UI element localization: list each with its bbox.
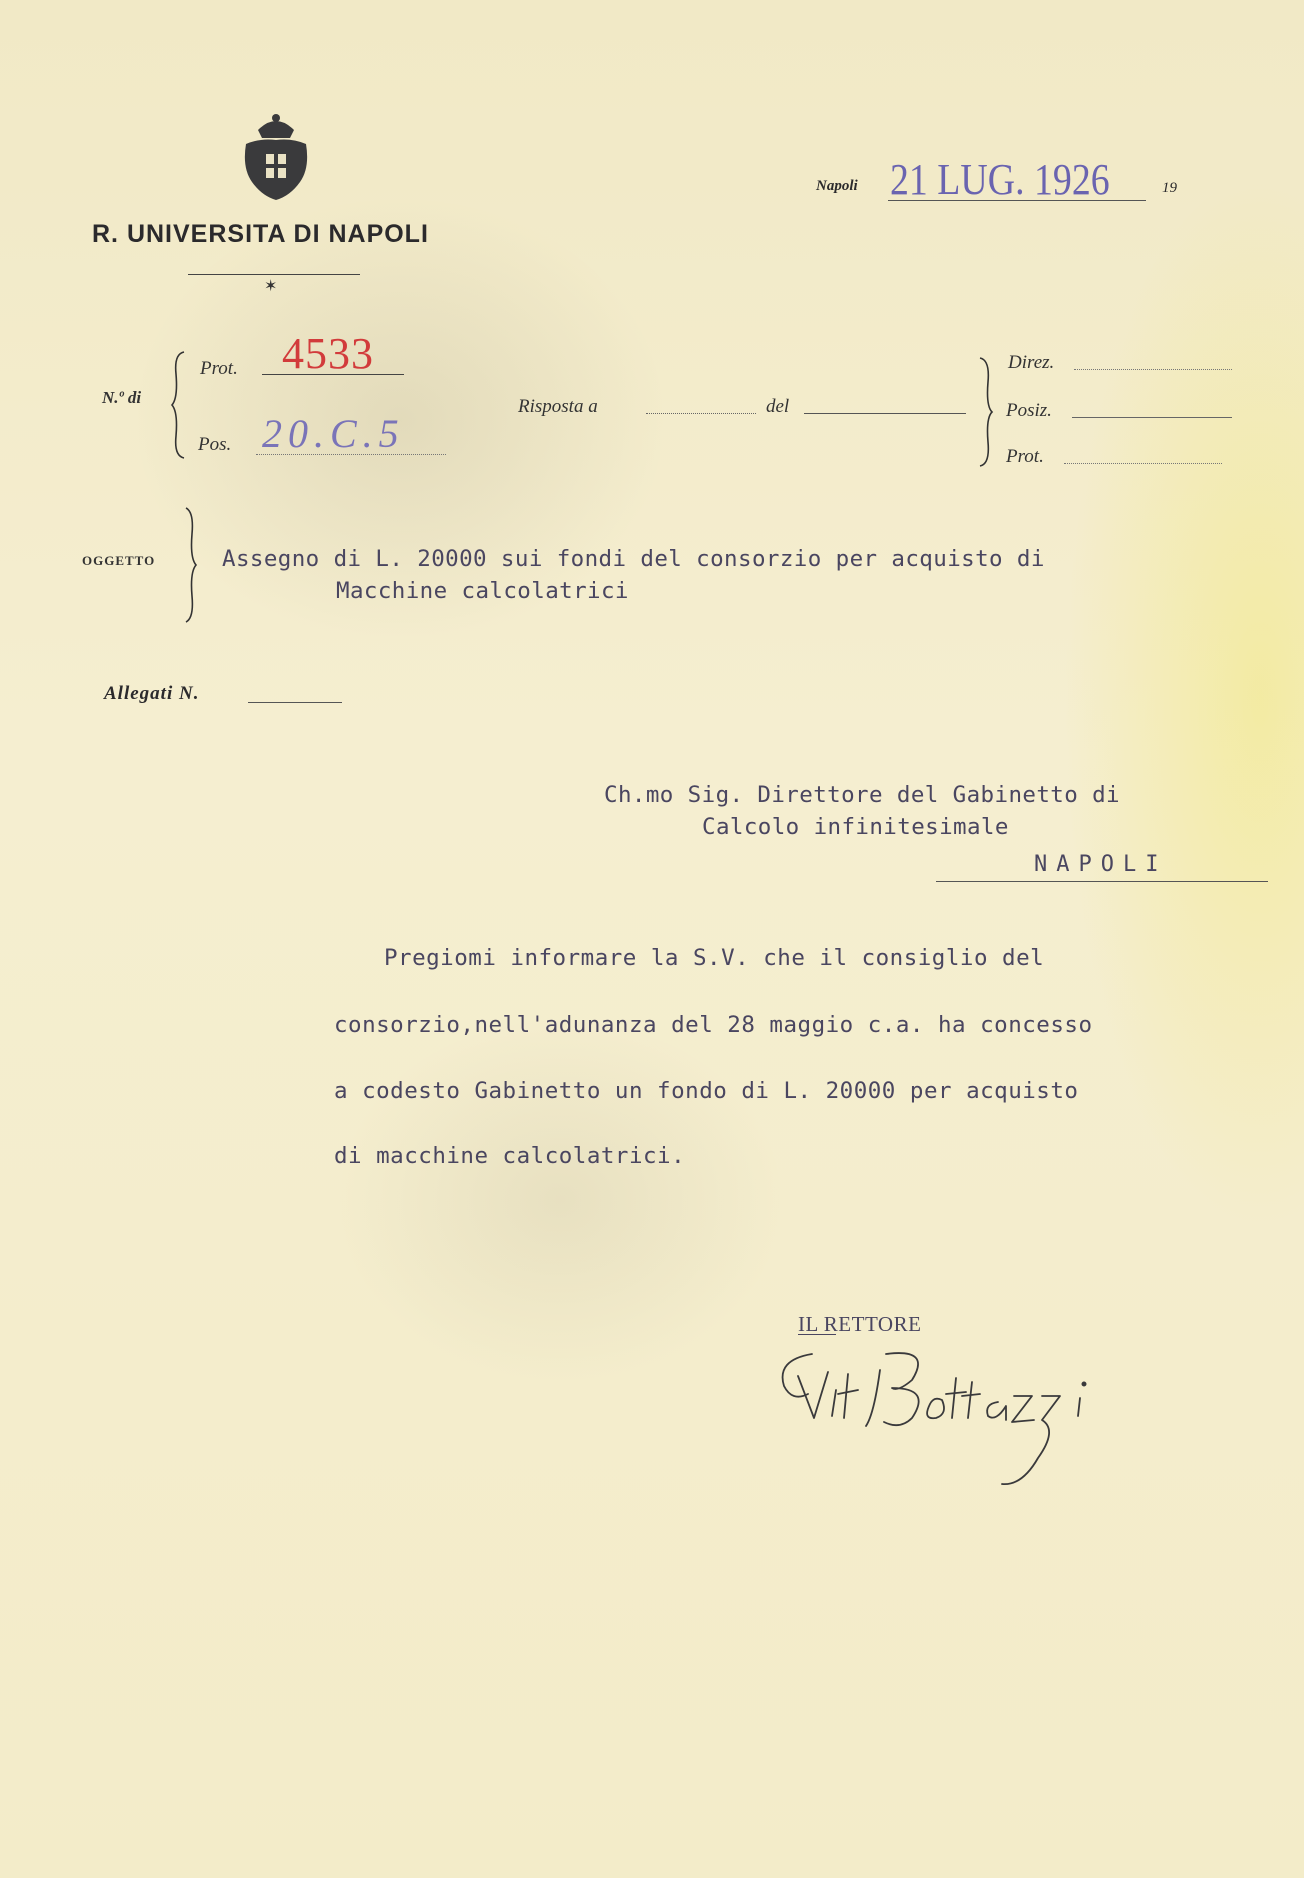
pos-value: 20.C.5 <box>262 411 405 456</box>
subject-line-2: Macchine calcolatrici <box>336 578 629 604</box>
body-line-4: di macchine calcolatrici. <box>334 1143 686 1169</box>
routing-prot-rule <box>1064 463 1222 464</box>
brace-icon <box>976 356 994 468</box>
addressee-line-1: Ch.mo Sig. Direttore del Gabinetto di <box>604 782 1121 808</box>
addressee-line-2: Calcolo infinitesimale <box>702 814 1009 840</box>
handwritten-signature <box>762 1334 1152 1494</box>
prot-rule <box>262 374 404 375</box>
date-stamp: 21 LUG. 1926 <box>890 155 1110 204</box>
prot-label: Prot. <box>200 358 238 379</box>
routing-prot-label: Prot. <box>1006 446 1044 467</box>
body-line-2: consorzio,nell'adunanza del 28 maggio c.a. ha concesso <box>334 1012 1093 1038</box>
allegati-rule <box>248 702 342 703</box>
body-line-1: Pregiomi informare la S.V. che il consiglio del <box>384 945 1045 971</box>
direz-rule <box>1074 369 1232 370</box>
brace-icon <box>170 350 186 460</box>
pos-label: Pos. <box>198 434 232 455</box>
rettore-title: IL RETTORE <box>798 1312 922 1336</box>
body-line-3: a codesto Gabinetto un fondo di L. 20000 per acquisto <box>334 1078 1079 1104</box>
subject-line-1: Assegno di L. 20000 sui fondi del consorzio per acquisto di <box>222 546 1045 572</box>
oggetto-label: OGGETTO <box>82 553 156 568</box>
savoy-crest-icon <box>238 108 314 204</box>
del-rule <box>804 413 966 414</box>
direz-label: Direz. <box>1008 352 1055 373</box>
addressee-rule <box>936 881 1268 882</box>
place-label: Napoli <box>816 178 858 194</box>
year-prefix: 19 <box>1162 180 1177 196</box>
risposta-label: Risposta a <box>518 396 598 417</box>
institution-rule <box>188 274 360 275</box>
risposta-rule <box>646 413 756 414</box>
brace-icon <box>180 506 198 624</box>
pos-rule <box>256 454 446 455</box>
date-rule <box>888 200 1146 201</box>
prot-number: 4533 <box>282 329 374 378</box>
allegati-label: Allegati N. <box>104 683 200 704</box>
number-label: N.º di <box>102 388 142 407</box>
institution-name: R. UNIVERSITA DI NAPOLI <box>92 220 429 248</box>
posiz-label: Posiz. <box>1006 400 1052 421</box>
del-label: del <box>766 396 790 417</box>
addressee-city: NAPOLI <box>1034 852 1168 877</box>
star-icon: ✶ <box>264 276 278 295</box>
posiz-rule <box>1072 417 1232 418</box>
